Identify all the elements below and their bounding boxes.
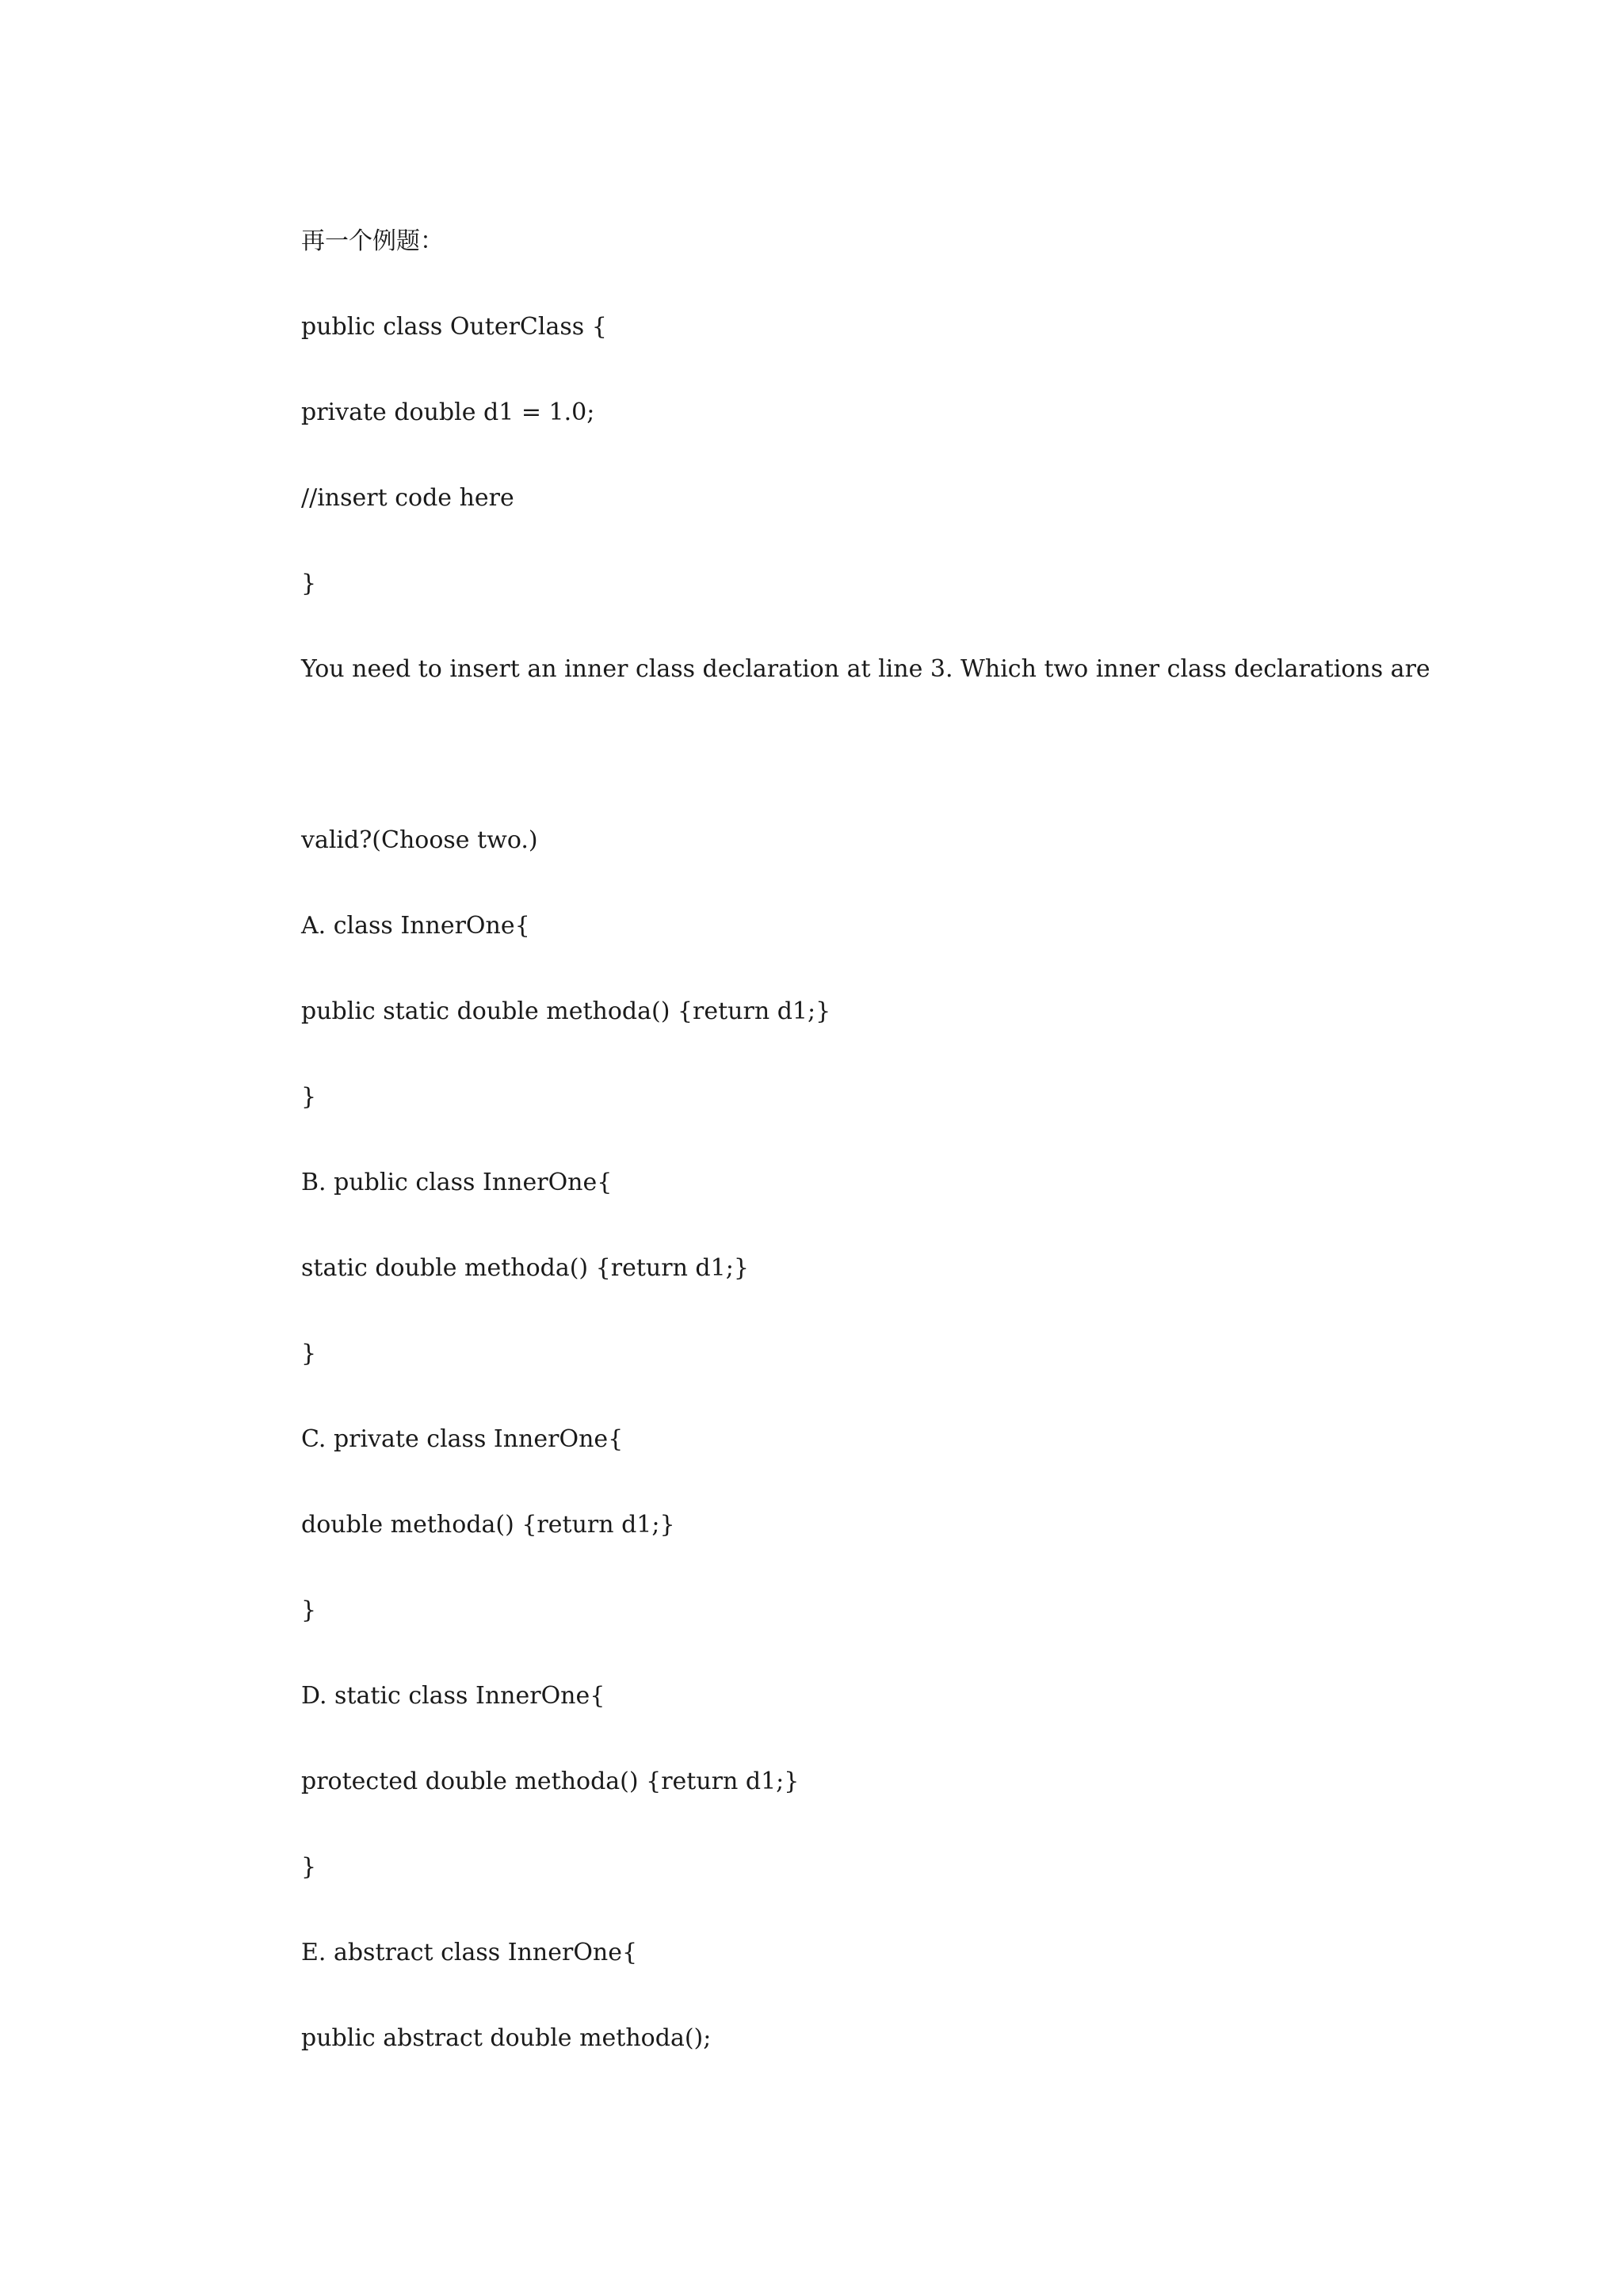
option-c-close: } bbox=[301, 1596, 317, 1624]
code-line-class-decl: public class OuterClass { bbox=[301, 313, 607, 341]
option-c-header: C. private class InnerOne{ bbox=[301, 1425, 624, 1453]
option-e-header: E. abstract class InnerOne{ bbox=[301, 1939, 638, 1966]
option-a-close: } bbox=[301, 1083, 317, 1111]
option-d-close: } bbox=[301, 1853, 317, 1881]
option-d-header: D. static class InnerOne{ bbox=[301, 1682, 605, 1710]
option-d-body: protected double methoda() {return d1;} bbox=[301, 1768, 800, 1795]
code-line-field: private double d1 = 1.0; bbox=[301, 399, 595, 426]
option-a-body: public static double methoda() {return d1;} bbox=[301, 997, 831, 1025]
code-line-comment: //insert code here bbox=[301, 484, 514, 512]
option-a-header: A. class InnerOne{ bbox=[301, 912, 530, 940]
question-text: You need to insert an inner class declaration at line 3. Which two inner class declarations are bbox=[301, 655, 1430, 683]
question-text-continued: valid?(Choose two.) bbox=[301, 826, 538, 854]
option-c-body: double methoda() {return d1;} bbox=[301, 1511, 675, 1539]
option-b-header: B. public class InnerOne{ bbox=[301, 1169, 613, 1196]
heading-example: 再一个例题： bbox=[301, 227, 444, 255]
option-b-body: static double methoda() {return d1;} bbox=[301, 1254, 749, 1282]
code-line-close-brace: } bbox=[301, 570, 317, 597]
option-b-close: } bbox=[301, 1340, 317, 1367]
option-e-body: public abstract double methoda(); bbox=[301, 2024, 712, 2052]
